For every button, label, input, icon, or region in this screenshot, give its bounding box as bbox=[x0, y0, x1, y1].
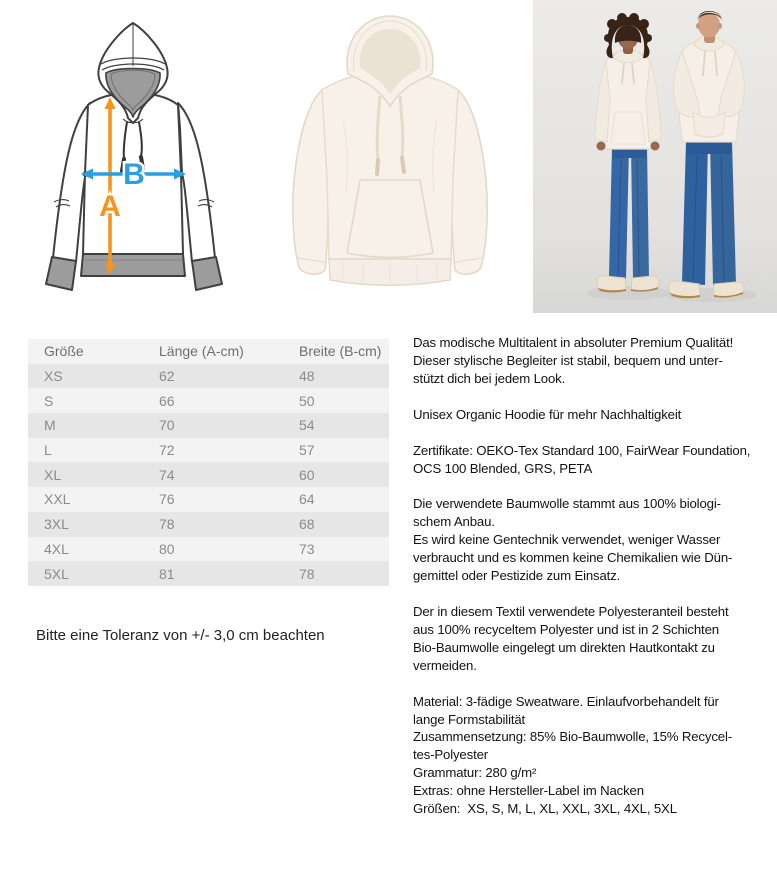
description-paragraph-material: Material: 3-fädige Sweatware. Einlaufvorbehandelt für lange Formstabilität Zusammensetzung: 85% Bio-Baumwolle, 15% Recycel- tes-Polyester Grammatur: 280 g/m² Extras: ohne Hersteller-Label im Nacken Größen: XS, S, M, L, XL, XXL, 3XL, 4XL, 5XL bbox=[413, 693, 732, 817]
description-paragraph-intro: Das modische Multitalent in absoluter Premium Qualität! Dieser stylische Begleiter ist stabil, bequem und unter- stützt dich bei jedem Look. bbox=[413, 335, 734, 386]
col-header-width: Breite (B-cm) bbox=[283, 339, 389, 364]
description-paragraph-polyester: Der in diesem Textil verwendete Polyesteranteil besteht aus 100% recyceltem Polyester und ist in 2 Schichten Bio-Baumwolle eingelegt um direkten Hautkontakt zu vermeiden. bbox=[413, 603, 729, 673]
cell-width: 54 bbox=[283, 413, 389, 438]
cell-size: 3XL bbox=[28, 512, 143, 537]
cell-length: 74 bbox=[143, 462, 283, 487]
col-header-length: Länge (A-cm) bbox=[143, 339, 283, 364]
cell-width: 78 bbox=[283, 561, 389, 586]
table-row bbox=[28, 487, 389, 512]
cell-width: 60 bbox=[283, 462, 389, 487]
size-chart-table bbox=[28, 339, 389, 586]
product-photo bbox=[268, 8, 512, 304]
tolerance-note: Bitte eine Toleranz von +/- 3,0 cm beachten bbox=[36, 627, 325, 644]
models-image bbox=[533, 0, 777, 313]
size-chart bbox=[28, 339, 389, 586]
models-photo bbox=[533, 0, 777, 313]
cell-length: 81 bbox=[143, 561, 283, 586]
cell-length: 78 bbox=[143, 512, 283, 537]
cell-size: XXL bbox=[28, 487, 143, 512]
table-row bbox=[28, 537, 389, 562]
table-row bbox=[28, 364, 389, 389]
cell-width: 68 bbox=[283, 512, 389, 537]
cell-length: 80 bbox=[143, 537, 283, 562]
table-row bbox=[28, 413, 389, 438]
cell-size: 5XL bbox=[28, 561, 143, 586]
table-row bbox=[28, 388, 389, 413]
table-row bbox=[28, 462, 389, 487]
size-diagram-image bbox=[28, 10, 240, 295]
cell-width: 73 bbox=[283, 537, 389, 562]
table-row bbox=[28, 438, 389, 463]
cell-width: 64 bbox=[283, 487, 389, 512]
cell-size: S bbox=[28, 388, 143, 413]
description-paragraph-cotton: Die verwendete Baumwolle stammt aus 100% biologi- schem Anbau. Es wird keine Gentechnik verwendet, weniger Wasser verbraucht und es kommen keine Chemikalien wie Dün- gemittel oder Pestizide zum Einsatz. bbox=[413, 496, 733, 584]
cell-size: 4XL bbox=[28, 537, 143, 562]
measure-b-label: B bbox=[123, 158, 145, 191]
cell-size: L bbox=[28, 438, 143, 463]
hoodie-measure-diagram bbox=[28, 10, 240, 295]
size-chart-header-row bbox=[28, 339, 389, 364]
measure-a-label: A bbox=[99, 190, 121, 223]
product-description bbox=[413, 334, 777, 818]
cell-size: XS bbox=[28, 364, 143, 389]
col-header-size: Größe bbox=[28, 339, 143, 364]
description-paragraph-unisex: Unisex Organic Hoodie für mehr Nachhaltigkeit bbox=[413, 406, 682, 422]
table-row bbox=[28, 512, 389, 537]
hoodie-product-image bbox=[268, 8, 512, 304]
cell-width: 57 bbox=[283, 438, 389, 463]
description-paragraph-certificates: Zertifikate: OEKO-Tex Standard 100, FairWear Foundation, OCS 100 Blended, GRS, PETA bbox=[413, 442, 751, 476]
cell-length: 72 bbox=[143, 438, 283, 463]
cell-width: 50 bbox=[283, 388, 389, 413]
cell-length: 70 bbox=[143, 413, 283, 438]
table-row bbox=[28, 561, 389, 586]
cell-size: M bbox=[28, 413, 143, 438]
cell-width: 48 bbox=[283, 364, 389, 389]
cell-size: XL bbox=[28, 462, 143, 487]
cell-length: 66 bbox=[143, 388, 283, 413]
cell-length: 62 bbox=[143, 364, 283, 389]
cell-length: 76 bbox=[143, 487, 283, 512]
